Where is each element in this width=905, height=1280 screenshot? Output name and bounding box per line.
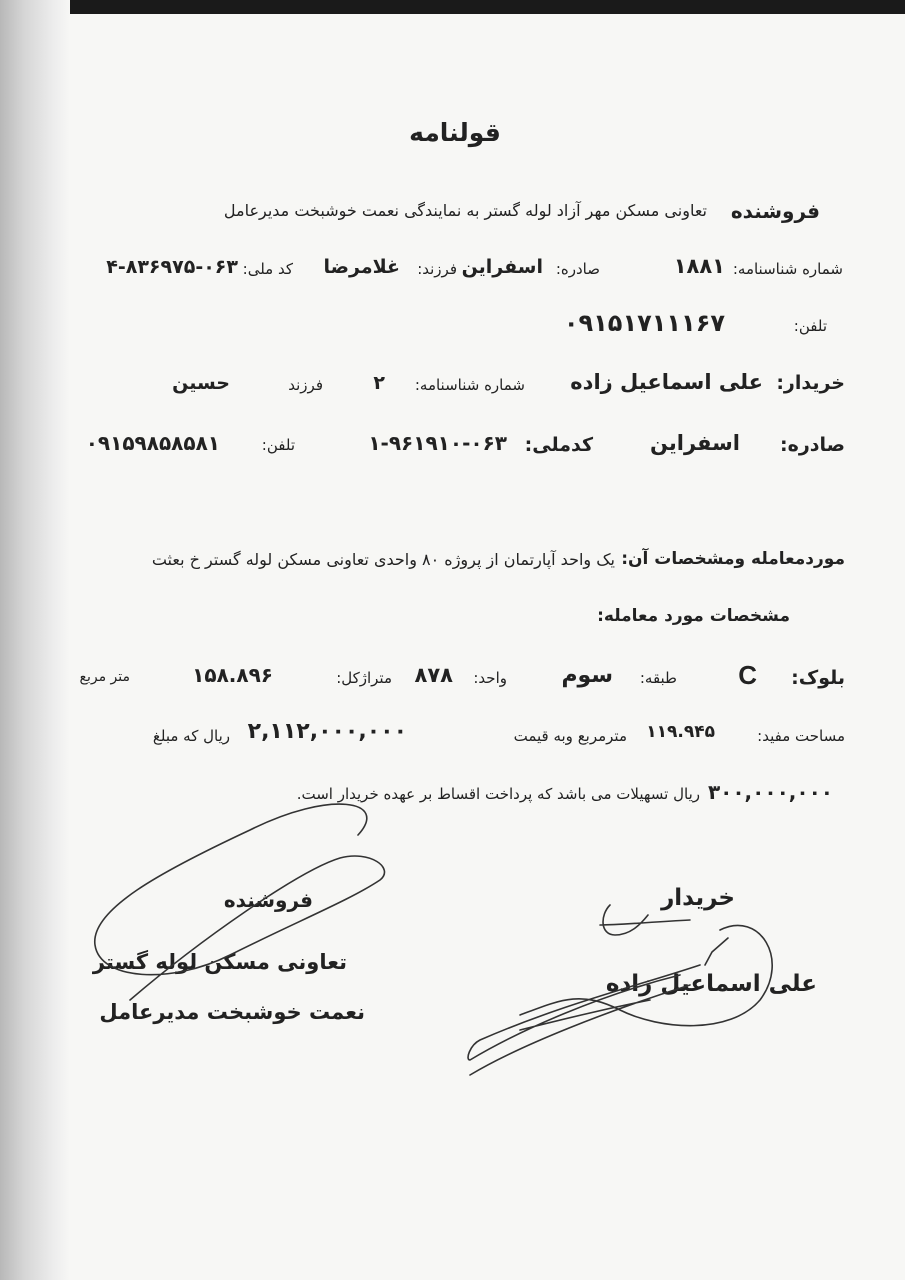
specs-label: مشخصات مورد معامله: (597, 606, 790, 626)
buyer-signature-lines (468, 965, 700, 1075)
seller-label: فروشنده (730, 199, 820, 223)
seller-national-label: کد ملی: (242, 260, 293, 278)
buyer-signature-stroke (600, 905, 690, 935)
floor-value: سوم (561, 663, 613, 688)
buyer-national-value: ۱-۹۶۱۹۱۰-۰۶۳ (368, 431, 507, 455)
floor-label: طبقه: (639, 669, 677, 687)
total-area-unit: متر مربع (79, 669, 130, 685)
seller-child-value: غلامرضا (323, 256, 400, 278)
buyer-national-label: کدملی: (524, 434, 593, 456)
buyer-child-label: فرزند (288, 376, 323, 394)
seller-id-value: ۱۸۸۱ (673, 254, 725, 278)
price-label: مترمربع وبه قیمت (513, 727, 627, 745)
buyer-label: خریدار: (776, 372, 845, 394)
subject-text: یک واحد آپارتمان از پروژه ۸۰ واحدی تعاونی مسکن لوله گستر خ بعثت (151, 550, 615, 569)
total-area-label: متراژکل: (336, 669, 392, 687)
seller-signature-title: فروشنده (223, 888, 313, 912)
seller-signature-line1: تعاونی مسکن لوله گستر (92, 950, 347, 974)
seller-issued-value: اسفراین (461, 256, 543, 278)
buyer-issued-label: صادره: (780, 434, 845, 456)
buyer-signature-title: خریدار (661, 885, 735, 911)
subject-label: موردمعامله ومشخصات آن: (621, 549, 845, 569)
seller-issued-label: صادره: (555, 260, 600, 278)
buyer-phone-label: تلفن: (261, 436, 295, 454)
block-value: C (738, 660, 757, 690)
buyer-signature-check (705, 938, 728, 965)
loan-value: ۳۰۰,۰۰۰,۰۰۰ (707, 780, 833, 804)
buyer-id-value: ۲ (373, 372, 385, 394)
buyer-signature-name: علی اسماعیل زاده (605, 971, 817, 997)
seller-description: تعاونی مسکن مهر آزاد لوله گستر به نمایندگی نعمت خوشبخت مدیرعامل (223, 201, 707, 220)
net-area-value: ۱۱۹.۹۴۵ (646, 722, 715, 742)
block-label: بلوک: (791, 667, 845, 689)
buyer-phone-value: ۰۹۱۵۹۸۵۸۵۸۱ (85, 431, 220, 455)
buyer-child-value: حسین (172, 372, 230, 394)
seller-signature-line2: نعمت خوشبخت مدیرعامل (99, 1000, 365, 1024)
buyer-issued-value: اسفراین (649, 431, 740, 455)
buyer-id-label: شماره شناسنامه: (414, 376, 525, 394)
unit-label: واحد: (473, 669, 507, 687)
seller-phone-value: ۰۹۱۵۱۷۱۱۱۶۷ (563, 309, 725, 337)
seller-national-value: ۴-۸۳۶۹۷۵-۰۶۳ (106, 256, 238, 278)
loan-text: ریال تسهیلات می باشد که پرداخت اقساط بر عهده خریدار است. (296, 785, 700, 803)
seller-phone-label: تلفن: (793, 317, 827, 335)
seller-child-label: فرزند: (417, 260, 457, 278)
price-value: ۲,۱۱۲,۰۰۰,۰۰۰ (247, 719, 407, 744)
total-area-value: ۱۵۸.۸۹۶ (192, 663, 273, 687)
seller-signature-stroke (92, 804, 385, 1000)
document-title: قولنامه (409, 118, 501, 147)
amount-label: ریال که مبلغ (152, 727, 230, 745)
net-area-label: مساحت مفید: (757, 727, 845, 745)
unit-value: ۸۷۸ (414, 663, 453, 687)
seller-id-label: شماره شناسنامه: (732, 260, 843, 278)
buyer-name: علی اسماعیل زاده (570, 370, 763, 394)
